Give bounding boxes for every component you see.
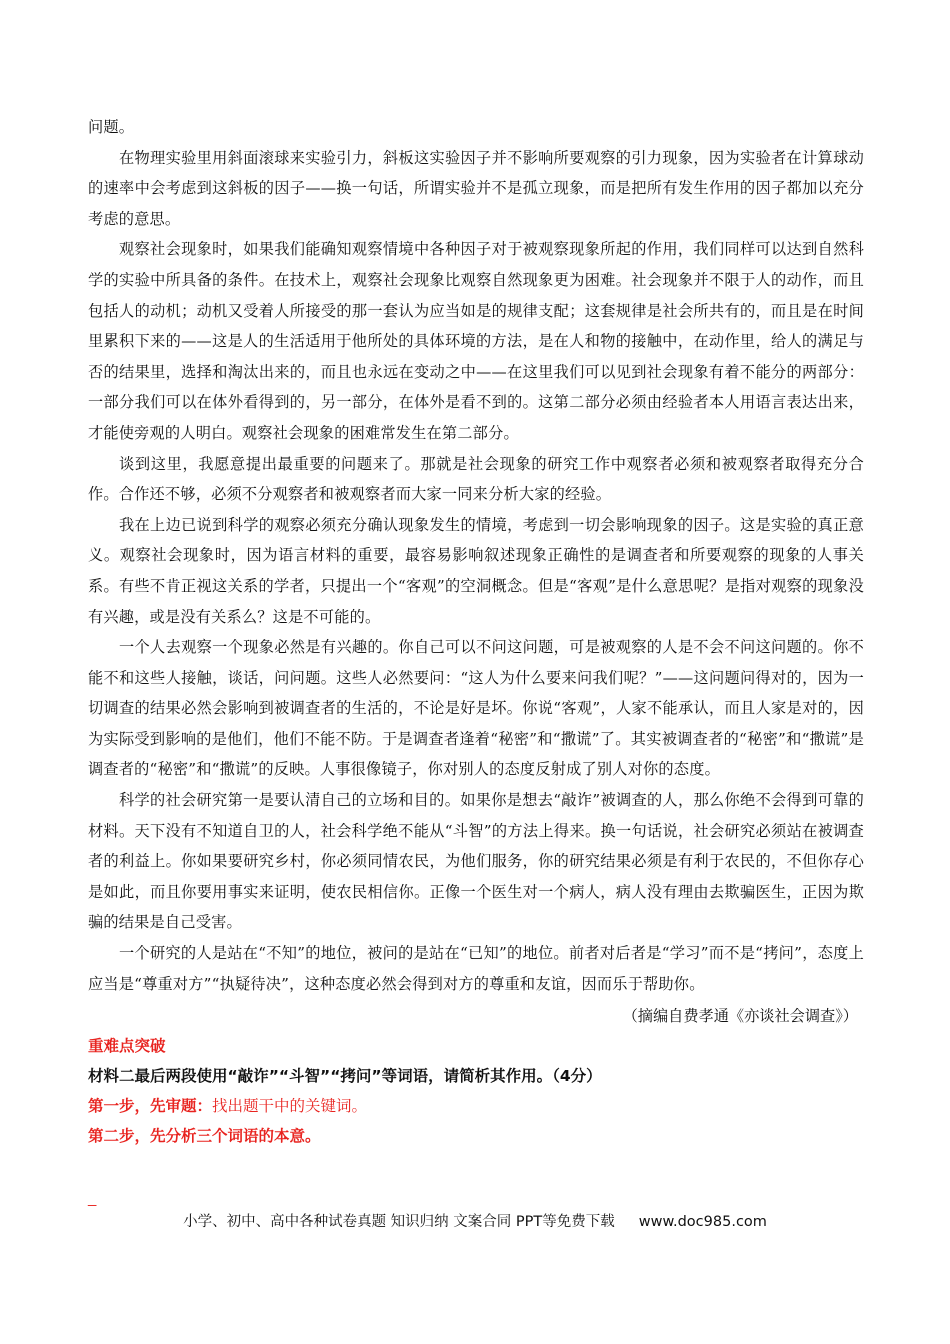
footer-text: 小学、初中、高中各种试卷真题 知识归纳 文案合同 PPT等免费下载 [183, 1214, 615, 1230]
step-one-desc: 找出题干中的关键词。 [212, 1097, 368, 1116]
paragraph-4: 我在上边已说到科学的观察必须充分确认现象发生的情境，考虑到一切会影响现象的因子。这是实验的真正意义。观察社会现象时，因为语言材料的重要，最容易影响叙述现象正确性的是调查者和所要观察的现象的人事关系。有些不肯正视这关系的学者，只提出一个“客观”的空洞概念。但是“客观”是什么意思呢？是指对观察的现象没有兴趣，或是没有关系么？这是不可能的。 [88, 515, 864, 626]
paragraph-2: 观察社会现象时，如果我们能确知观察情境中各种因子对于被观察现象所起的作用，我们同样可以达到自然科学的实验中所具备的条件。在技术上，观察社会现象比观察自然现象更为困难。社会现象并不限于人的动作，而且包括人的动机；动机又受着人所接受的那一套认为应当如是的规律支配；这套规律是社会所共有的，而且是在时间里累积下来的——这是人的生活适用于他所处的具体环境的方法，是在人和物的接触中，在动作里，给人的满足与否的结果里，选择和淘汰出来的，而且也永远在变动之中——在这里我们可以见到社会现象有着不能分的两部分：一部分我们可以在体外看得到的，另一部分，在体外是看不到的。这第二部分必须由经验者本人用语言表达出来，才能使旁观的人明白。观察社会现象的困难常发生在第二部分。 [88, 240, 864, 442]
paragraph-0: 问题。 [88, 118, 135, 136]
paragraph-7: 一个研究的人是站在“不知”的地位，被问的是站在“已知”的地位。前者对后者是“学习”而不是“拷问”，态度上应当是“尊重对方”“执疑待决”，这种态度必然会得到对方的尊重和友谊，因而乐于帮助你。 [88, 944, 864, 993]
source-citation: （摘编自费孝通《亦谈社会调查》） [622, 1007, 858, 1026]
paragraph-5: 一个人去观察一个现象必然是有兴趣的。你自己可以不问这问题，可是被观察的人是不会不问这问题的。你不能不和这些人接触，谈话，问问题。这些人必然要问：“这人为什么要来问我们呢？”——这问题问得对的，因为一切调查的结果必然会影响到被调查者的生活的，不论是好是坏。你说“客观”，人家不能承认，而且人家是对的，因为实际受到影响的是他们，他们不能不防。于是调查者逢着“秘密”和“撒谎”了。其实被调查者的“秘密”和“撒谎”是调查者的“秘密”和“撒谎”的反映。人事很像镜子，你对别人的态度反射成了别人对你的态度。 [88, 638, 864, 779]
step-one-label: 第一步，先审题： [88, 1097, 213, 1116]
underscore-mark: _ [88, 1190, 97, 1207]
paragraph-3: 谈到这里，我愿意提出最重要的问题来了。那就是社会现象的研究工作中观察者必须和被观察者取得充分合作。合作还不够，必须不分观察者和被观察者而大家一同来分析大家的经验。 [88, 454, 864, 504]
step-two: 第二步，先分析三个词语的本意。 [88, 1127, 321, 1146]
question-text: 材料二最后两段使用“敲诈”“斗智”“拷问”等词语，请简析其作用。（4分） [88, 1067, 602, 1086]
page-footer [0, 1212, 950, 1232]
section-heading: 重难点突破 [88, 1037, 166, 1056]
paragraph-1: 在物理实验里用斜面滚球来实验引力，斜板这实验因子并不影响所要观察的引力现象，因为实验者在计算球动的速率中会考虑到这斜板的因子——换一句话，所谓实验并不是孤立现象，而是把所有发生作用的因子都加以充分考虑的意思。 [88, 148, 864, 228]
document-body [88, 112, 864, 1151]
footer-url[interactable]: www.doc985.com [638, 1214, 767, 1230]
paragraph-6: 科学的社会研究第一是要认清自己的立场和目的。如果你是想去“敲诈”被调查的人，那么你绝不会得到可靠的材料。天下没有不知道自卫的人，社会科学绝不能从“斗智”的方法上得来。换一句话说，社会研究必须站在被调查者的利益上。你如果要研究乡村，你必须同情农民，为他们服务，你的研究结果必须是有利于农民的，不但你存心是如此，而且你要用事实来证明，使农民相信你。正像一个医生对一个病人，病人没有理由去欺骗医生，正因为欺骗的结果是自己受害。 [88, 791, 864, 932]
step-one [88, 1091, 864, 1121]
